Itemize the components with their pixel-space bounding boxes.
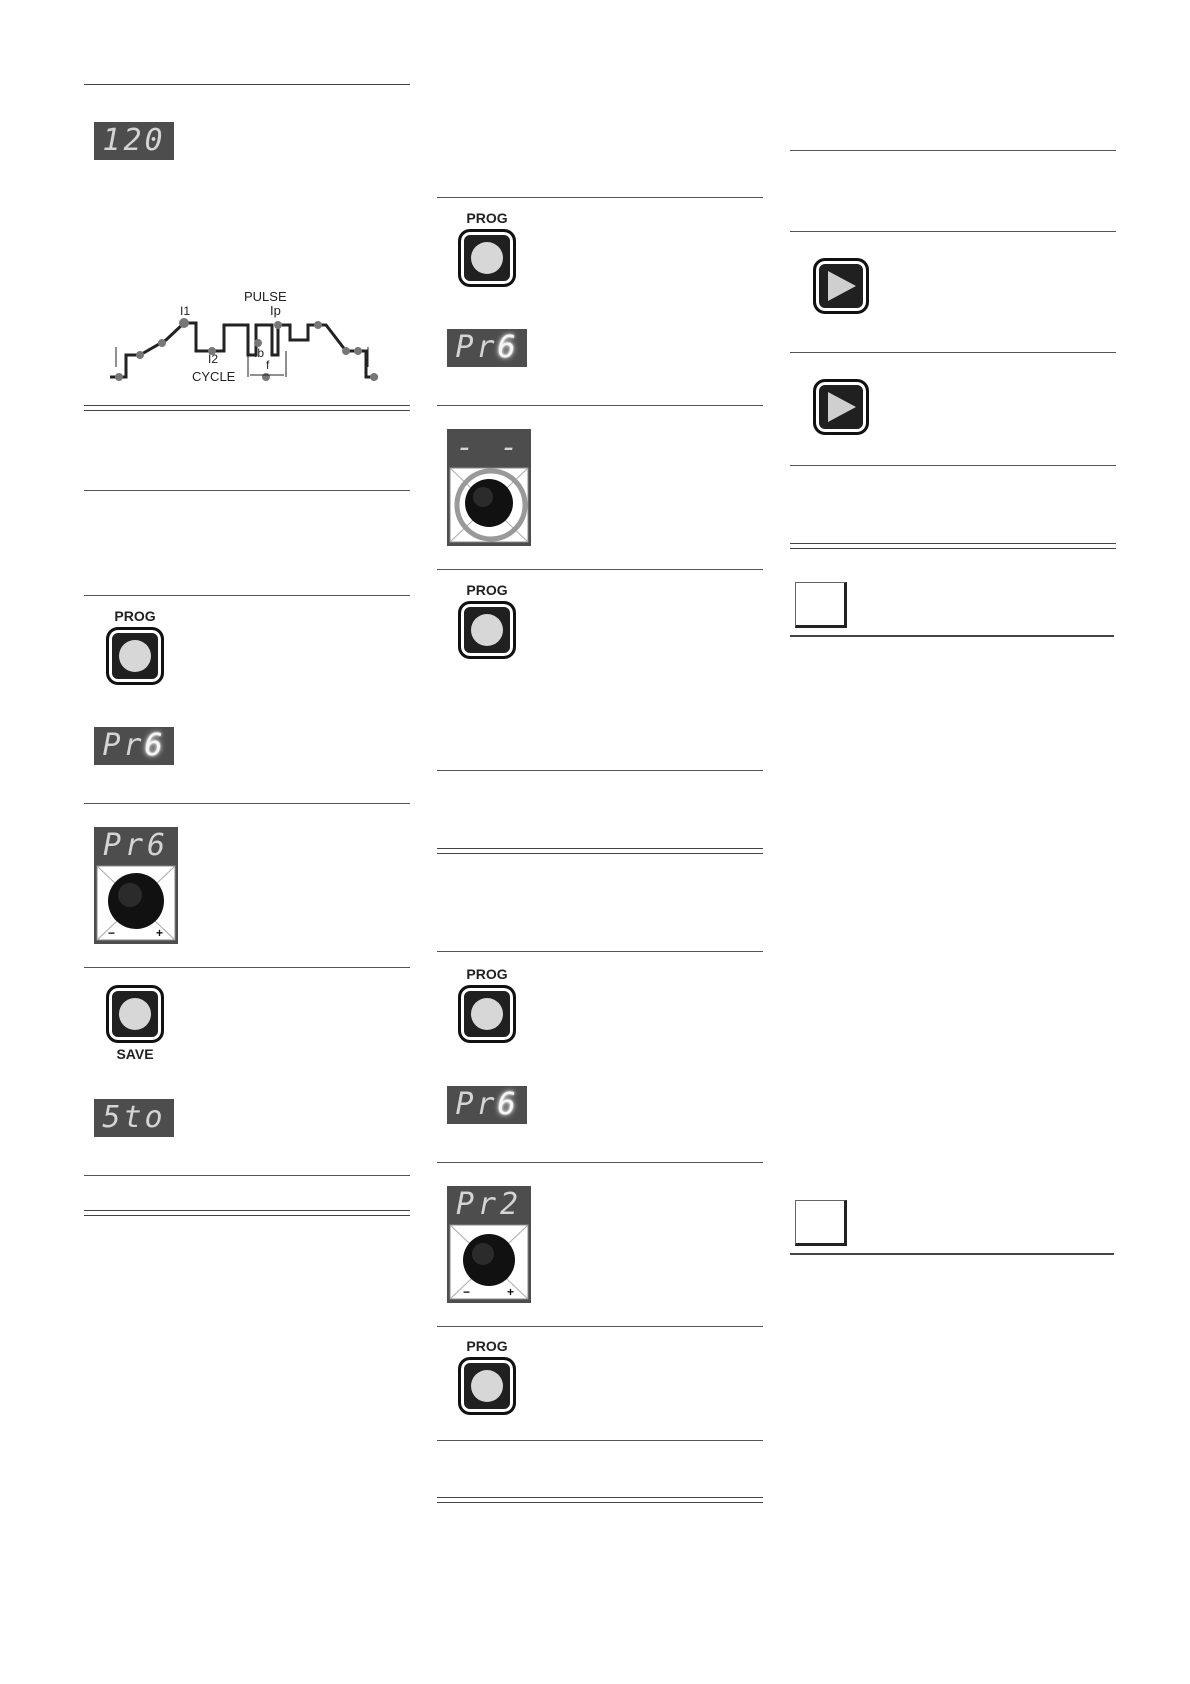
prog-button-face[interactable] (458, 985, 516, 1043)
divider (84, 490, 410, 491)
label-cycle: CYCLE (192, 369, 236, 384)
prog-label: PROG (466, 210, 508, 226)
encoder-display: Pr6 (102, 828, 170, 863)
program-prefix: Pr (455, 330, 498, 365)
divider (84, 803, 410, 804)
program-prefix: Pr (102, 728, 145, 763)
program-display (94, 727, 174, 765)
divider (437, 770, 763, 771)
next-button[interactable] (813, 258, 869, 314)
encoder-panel[interactable] (447, 1186, 531, 1303)
encoder-plus: + (156, 926, 164, 940)
prog-button[interactable] (452, 966, 522, 1046)
divider (437, 569, 763, 570)
label-i2: I2 (208, 352, 219, 366)
program-display (447, 1086, 527, 1124)
divider (437, 405, 763, 406)
note-underline (790, 1253, 1114, 1255)
divider (790, 465, 1116, 466)
save-display: 5to (94, 1099, 174, 1137)
save-label: SAVE (116, 1046, 154, 1062)
divider (437, 1162, 763, 1163)
program-number-blinking: 6 (497, 330, 519, 365)
save-button[interactable] (100, 982, 170, 1062)
encoder-panel[interactable] (94, 827, 178, 944)
prog-label: PROG (114, 608, 156, 624)
save-button-face[interactable] (106, 985, 164, 1043)
program-prefix: Pr (455, 1087, 498, 1122)
encoder-display: Pr2 (455, 1187, 523, 1222)
note-box (795, 1200, 847, 1246)
note-underline (790, 635, 1114, 637)
divider (437, 1326, 763, 1327)
prog-label: PROG (466, 1338, 508, 1354)
prog-button[interactable] (452, 210, 522, 290)
divider (84, 84, 410, 85)
current-display: 120 (94, 122, 174, 160)
label-pulse: PULSE (244, 289, 287, 304)
prog-label: PROG (466, 582, 508, 598)
divider (437, 951, 763, 952)
divider (84, 595, 410, 596)
prog-button-face[interactable] (106, 627, 164, 685)
prog-button-face[interactable] (458, 1357, 516, 1415)
pulse-cycle-diagram (96, 285, 386, 395)
next-button[interactable] (813, 379, 869, 435)
label-ip: Ip (270, 303, 281, 318)
play-icon (824, 390, 858, 424)
encoder-plus: + (507, 1285, 515, 1299)
prog-button[interactable] (452, 582, 522, 662)
divider (437, 1440, 763, 1441)
double-divider (437, 1497, 763, 1503)
divider (790, 231, 1116, 232)
divider (790, 150, 1116, 151)
label-f: f (266, 358, 270, 372)
double-divider (84, 405, 410, 411)
double-divider (437, 848, 763, 854)
label-i1: I1 (180, 304, 191, 318)
play-icon (824, 269, 858, 303)
prog-button[interactable] (452, 1338, 522, 1418)
prog-button-face[interactable] (458, 601, 516, 659)
program-display (447, 329, 527, 367)
label-ib: Ib (254, 346, 265, 360)
double-divider (84, 1210, 410, 1216)
prog-button[interactable] (100, 608, 170, 688)
encoder-minus: − (108, 926, 116, 940)
encoder-display: - - (455, 430, 523, 465)
divider (84, 967, 410, 968)
prog-label: PROG (466, 966, 508, 982)
double-divider (790, 543, 1116, 549)
divider (84, 1175, 410, 1176)
encoder-minus: − (463, 1285, 471, 1299)
program-number-blinking: 6 (497, 1087, 519, 1122)
divider (790, 352, 1116, 353)
encoder-panel[interactable] (447, 429, 531, 546)
divider (437, 197, 763, 198)
program-number-blinking: 6 (144, 728, 166, 763)
note-box (795, 582, 847, 628)
prog-button-face[interactable] (458, 229, 516, 287)
